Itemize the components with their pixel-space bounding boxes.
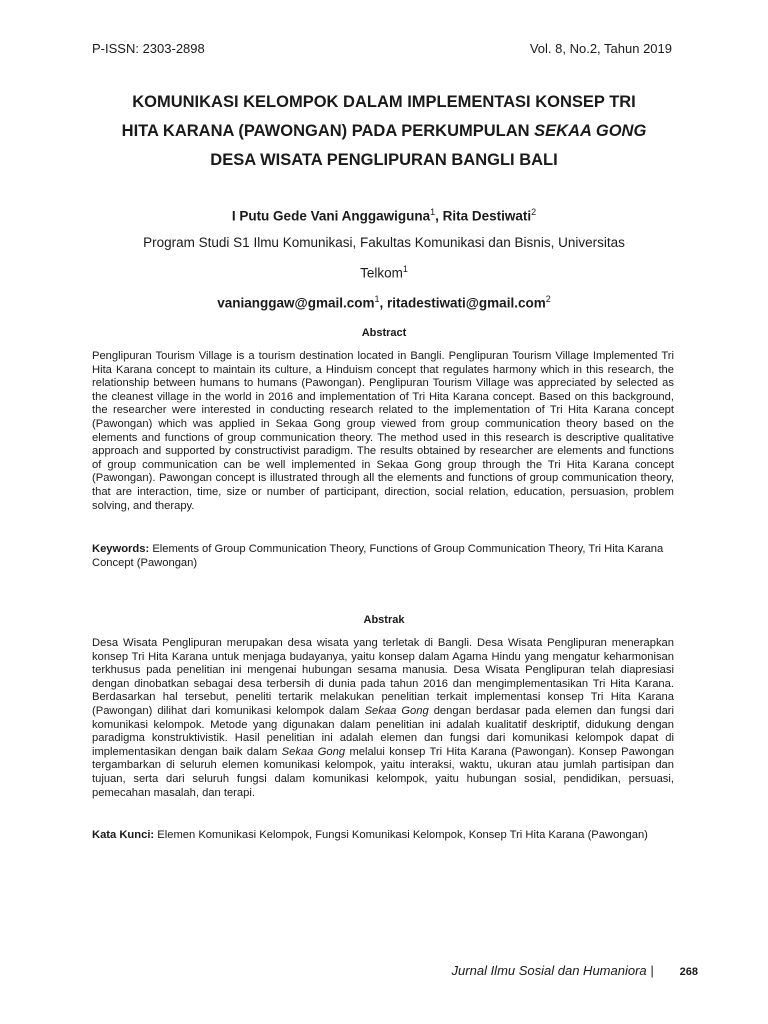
author-block bbox=[60, 199, 708, 317]
affiliation-name: Telkom bbox=[360, 265, 403, 280]
page-footer bbox=[452, 963, 698, 978]
email-2-sup: 2 bbox=[545, 294, 551, 304]
email-1-sup: 1 bbox=[374, 294, 380, 304]
title-line-1: KOMUNIKASI KELOMPOK DALAM IMPLEMENTASI KONSEP TRI bbox=[132, 93, 636, 111]
kata-kunci-text: Elemen Komunikasi Kelompok, Fungsi Komunikasi Kelompok, Konsep Tri Hita Karana (Pawongan) bbox=[157, 829, 648, 841]
abstrak-part-2: dengan berdasar pada elemen dan fungsi dari komunikasi kelompok. Metode yang digunakan dalam penelitian ini adalah kualitatif deskriptif, didukung dengan paradigma konstruktivistik. Hasil penelitian ini adalah elemen dan fungsi dari komunikasi kelompok dapat di implementasikan dengan baik dalam bbox=[92, 704, 675, 758]
paper-title bbox=[60, 88, 708, 175]
volume-info: Vol. 8, No.2, Tahun 2019 bbox=[529, 41, 672, 56]
abstrak-part-1: Desa Wisata Penglipuran merupakan desa wisata yang terletak di Bangli. Desa Wisata Penglipuran menerapkan konsep Tri Hita Karana untuk menjaga budayanya, yaitu konsep dalam Agama Hindu yang mengatur keharmonisan terkhusus pada penelitian ini mengenai hubungan sesama manusia. Desa Wisata Penglipuran telah diapresiasi dengan dinobatkan sebagai desa terbersih di dunia pada tahun 2016 dan mengimplementasikan Tri Hita Karana. Berdasarkan hal tersebut, peneliti tertarik melakukan penelitian terkait implementasi konsep Tri Hita Karana (Pawongan) dilihat dari komunikasi kelompok dalam bbox=[92, 637, 674, 717]
abstract-text: Penglipuran Tourism Village is a tourism destination located in Bangli. Penglipuran Tourism Village Implemented Tri Hita Karana concept to maintain its culture, a Hinduism concept that regulates harmony which in this research, the relationship between humans to humans (Pawongan). Penglipuran Tourism Village was appreciated by selected as the cleanest village in the world in 2016 and implementation of Tri Hita Karana concept. Based on this background, the researcher were interested in conducting research related to the implementation of Tri Hita Karana concept (Pawongan) which was applied in Sekaa Gong group viewed from group communication theory based on the elements and functions of group communication theory. The method used in this research is descriptive qualitative approach and supported by constructivist paradigm. The results obtained by researcher are elements and functions of group communication can be well implemented in Sekaa Gong group through the Tri Hita Karana concept (Pawongan). Pawongan concept is illustrated through all the elements and functions of group communication theory, that are interaction, time, size or number of participant, direction, social relation, education, persuasion, problem solving, and therapy. bbox=[92, 350, 674, 512]
emails bbox=[60, 286, 708, 317]
abstrak-italic-1: Sekaa Gong bbox=[364, 704, 429, 717]
kata-kunci bbox=[92, 829, 674, 843]
title-line-3: DESA WISATA PENGLIPURAN BANGLI BALI bbox=[210, 151, 558, 169]
abstrak-italic-2: Sekaa Gong bbox=[281, 745, 346, 758]
affiliation-sup: 1 bbox=[402, 263, 408, 274]
keywords bbox=[92, 543, 674, 570]
title-line-2-text: HITA KARANA (PAWONGAN) PADA PERKUMPULAN bbox=[121, 122, 535, 140]
title-line-2 bbox=[60, 117, 708, 146]
author-2: Rita Destiwati bbox=[442, 208, 532, 224]
keywords-label: Keywords: bbox=[92, 543, 150, 555]
affiliation-line-2 bbox=[60, 256, 708, 287]
abstrak-part-3: melalui konsep Tri Hita Karana (Pawongan). Konsep Pawongan tergambarkan di seluruh elemen komunikasi kelompok, yaitu interaksi, waktu, ukuran atau jumlah partisipan dan tujuan, serta dari seluruh fungsi dalam komunikasi kelompok, yaitu hubungan sosial, pendidikan, persuasi, pemecahan masalah, dan terapi. bbox=[92, 745, 675, 799]
abstrak-heading: Abstrak bbox=[363, 614, 405, 626]
author-1-sup: 1 bbox=[430, 207, 436, 217]
abstract-heading: Abstract bbox=[361, 327, 407, 339]
author-separator: , bbox=[435, 208, 443, 224]
author-names bbox=[60, 199, 708, 230]
email-separator: , bbox=[379, 295, 387, 311]
running-header bbox=[92, 41, 672, 56]
author-1: I Putu Gede Vani Anggawiguna bbox=[231, 208, 431, 224]
page-number: 268 bbox=[679, 966, 698, 978]
author-2-sup: 2 bbox=[531, 207, 537, 217]
affiliation-line-1: Program Studi S1 Ilmu Komunikasi, Fakultas Komunikasi dan Bisnis, Universitas bbox=[143, 234, 625, 250]
kata-kunci-label: Kata Kunci: bbox=[92, 829, 155, 841]
email-1[interactable]: vanianggaw@gmail.com bbox=[217, 295, 375, 311]
issn: P-ISSN: 2303-2898 bbox=[92, 41, 205, 56]
title-line-2-italic: SEKAA GONG bbox=[534, 122, 647, 140]
abstrak-text bbox=[92, 637, 674, 800]
journal-name: Jurnal Ilmu Sosial dan Humaniora | bbox=[451, 963, 654, 978]
keywords-text: Elements of Group Communication Theory, Functions of Group Communication Theory, Tri Hita Karana Concept (Pawongan) bbox=[92, 543, 664, 569]
email-2[interactable]: ritadestiwati@gmail.com bbox=[387, 295, 546, 311]
